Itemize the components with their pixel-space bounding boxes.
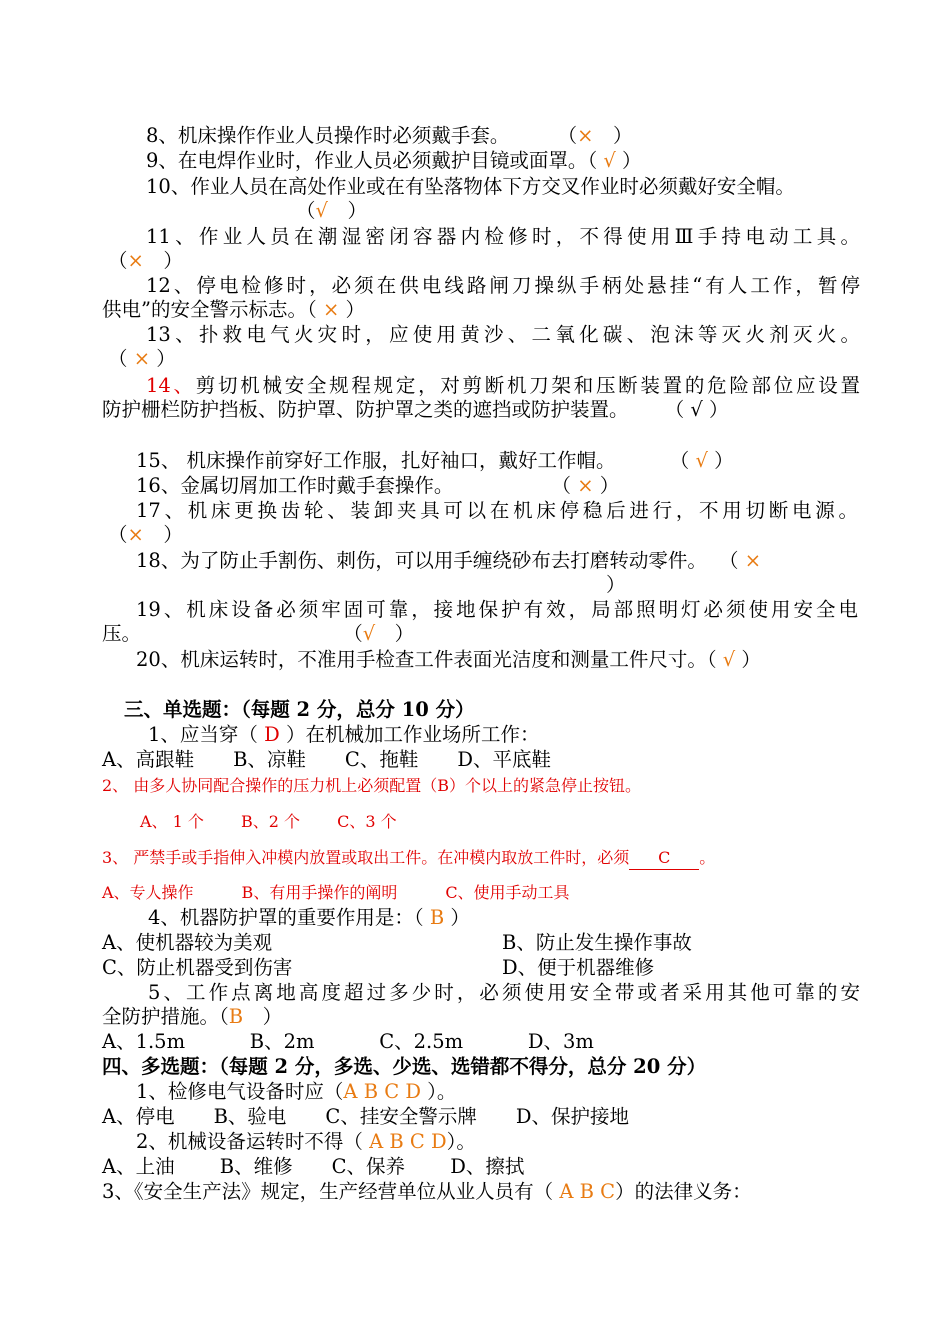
single-q2: 2、 由多人协同配合操作的压力机上必须配置（B）个以上的紧急停止按钮。	[102, 776, 642, 795]
single-q1-options: A、高跟鞋 B、凉鞋 C、拖鞋 D、平底鞋	[102, 748, 551, 771]
single-q3-options: A、专人操作 B、有用手操作的阐明 C、使用手动工具	[102, 883, 570, 902]
answer-mark: √	[695, 449, 708, 472]
question-8: 8、机床操作作业人员操作时必须戴手套。 （× ）	[146, 124, 633, 147]
question-19-cont: 压。 （√ ）	[102, 622, 415, 645]
single-q4-opt-b: B、防止发生操作事故	[502, 931, 692, 954]
answer-mark: √	[690, 398, 703, 421]
single-q3: 3、 严禁手或手指伸入冲模内放置或取出工件。在冲模内取放工件时，必须 C 。	[102, 847, 715, 870]
answer-letter: B	[429, 906, 445, 929]
question-12: 12、停电检修时，必须在供电线路闸刀操纵手柄处悬挂“有人工作，暂停	[146, 274, 860, 297]
question-11: 11、作业人员在潮湿密闭容器内检修时，不得使用Ⅲ手持电动工具。	[146, 225, 860, 248]
answer-mark: √	[315, 199, 328, 222]
section-heading-multi: 四、多选题：（每题 2 分，多选、少选、选错都不得分，总分 20 分）	[102, 1055, 707, 1078]
question-13-answer: （ × ）	[108, 347, 176, 370]
single-q4-opt-c: C、防止机器受到伤害	[102, 956, 293, 979]
single-q1: 1、应当穿（ D ）在机械加工作业场所工作：	[148, 723, 540, 746]
answer-letter: B	[228, 1005, 244, 1028]
answer-mark: ×	[577, 124, 594, 147]
question-17: 17、机床更换齿轮、装卸夹具可以在机床停稳后进行，不用切断电源。	[136, 499, 858, 522]
multi-q2-options: A、上油 B、维修 C、保养 D、擦拭	[102, 1155, 525, 1178]
question-14: 14、剪切机械安全规程规定，对剪断机刀架和压断装置的危险部位应设置	[146, 374, 860, 397]
answer-mark: √	[722, 648, 736, 671]
multi-q1: 1、检修电气设备时应（A B C D ）。	[136, 1080, 457, 1103]
answer-mark: ×	[127, 523, 144, 546]
question-19: 19、机床设备必须牢固可靠，接地保护有效，局部照明灯必须使用安全电	[136, 598, 858, 621]
answer-letters: A B C D	[369, 1130, 447, 1153]
question-16: 16、金属切屑加工作时戴手套操作。 （ × ）	[136, 474, 620, 497]
single-q5-options: A、1.5m B、2m C、2.5m D、3m	[102, 1030, 594, 1053]
question-13: 13、扑救电气火灾时，应使用黄沙、二氧化碳、泡沫等灭火剂灭火。	[146, 323, 860, 346]
question-18: 18、为了防止手割伤、刺伤，可以用手缠绕砂布去打磨转动零件。 （ ×	[136, 549, 762, 572]
answer-letters: A B C	[559, 1180, 616, 1203]
answer-letter: D	[264, 723, 280, 746]
question-12-cont: 供电”的安全警示标志。（ × ）	[102, 298, 365, 321]
question-11-answer: （× ）	[108, 249, 183, 272]
multi-q2: 2、机械设备运转时不得（ A B C D）。	[136, 1130, 476, 1153]
single-q4-opt-d: D、便于机器维修	[502, 956, 655, 979]
answer-mark: ×	[577, 474, 594, 497]
answer-mark: ×	[133, 347, 151, 370]
single-q5-cont: 全防护措施。（B ）	[102, 1005, 283, 1028]
question-15: 15、 机床操作前穿好工作服，扎好袖口，戴好工作帽。 （ √ ）	[136, 449, 734, 472]
single-q4-opt-a: A、使机器较为美观	[102, 931, 273, 954]
multi-q3: 3、《安全生产法》规定，生产经营单位从业人员有（ A B C）的法律义务：	[102, 1180, 752, 1203]
question-18-close: ）	[606, 573, 626, 596]
answer-mark: √	[603, 149, 616, 172]
single-q2-options: A、 1 个 B、2 个 C、3 个	[140, 812, 397, 831]
question-14-cont: 防护栅栏防护挡板、防护罩、防护罩之类的遮挡或防护装置。 （ √ ）	[102, 398, 729, 421]
section-heading-single: 三、单选题：（每题 2 分，总分 10 分）	[124, 698, 475, 721]
answer-mark: ×	[322, 298, 340, 321]
answer-letters: A B C D	[343, 1080, 421, 1103]
question-20: 20、机床运转时，不准用手检查工件表面光洁度和测量工件尺寸。（ √ ）	[136, 648, 761, 671]
answer-mark: ×	[127, 249, 144, 272]
question-10-answer: （√ ）	[296, 199, 367, 222]
question-17-answer: （× ）	[108, 523, 183, 546]
answer-mark: ×	[744, 549, 762, 572]
answer-blank: C	[629, 847, 699, 870]
answer-mark: √	[362, 622, 376, 645]
question-9: 9、在电焊作业时，作业人员必须戴护目镜或面罩。（ √ ）	[146, 149, 642, 172]
single-q5: 5、工作点离地高度超过多少时，必须使用安全带或者采用其他可靠的安	[148, 981, 860, 1004]
question-10: 10、作业人员在高处作业或在有坠落物体下方交叉作业时必须戴好安全帽。	[146, 175, 795, 198]
single-q4: 4、机器防护罩的重要作用是：（ B ）	[148, 906, 470, 929]
multi-q1-options: A、停电 B、验电 C、挂安全警示牌 D、保护接地	[102, 1105, 629, 1128]
